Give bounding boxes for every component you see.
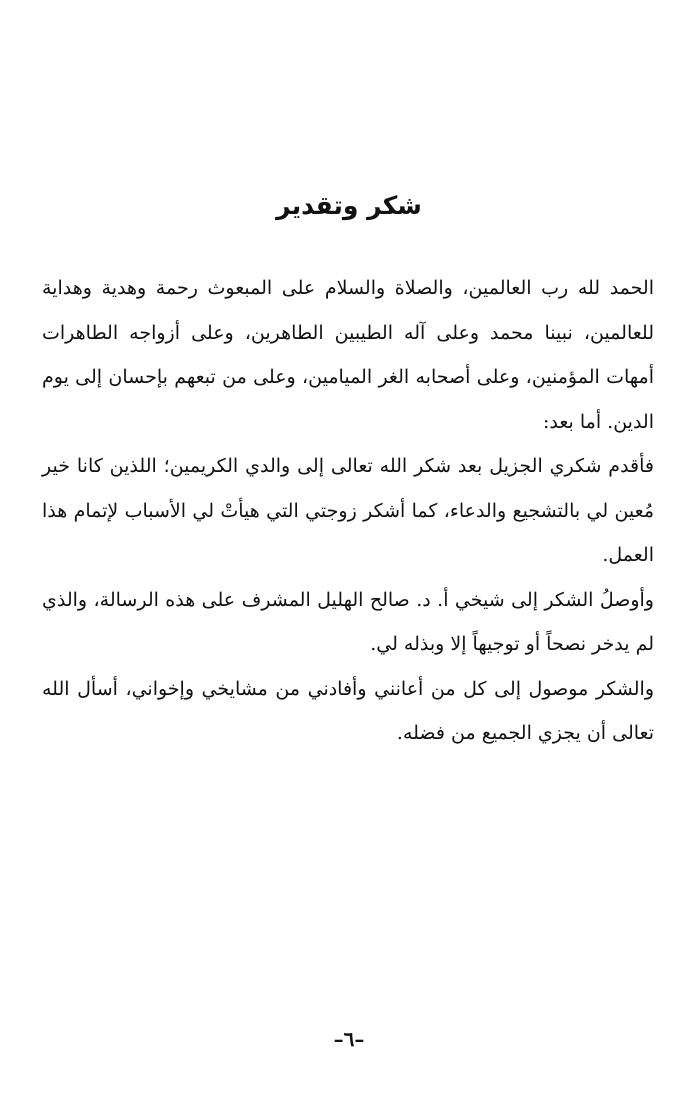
page-title: شكر وتقدير	[276, 191, 422, 220]
paragraph-thanks-all: والشكر موصول إلى كل من أعانني وأفادني من مشايخي وإخواني، أسأل الله تعالى أن يجزي الجميع من فضله.	[42, 677, 654, 744]
body-text	[42, 266, 654, 756]
page-number: –٦–	[333, 1027, 365, 1051]
paragraph-thanks-parents: فأقدم شكري الجزيل بعد شكر الله تعالى إلى والدي الكريمين؛ اللذين كانا خير مُعين لي بالتشجيع والدعاء، كما أشكر زوجتي التي هيأتْ لي الأسباب لإتمام هذا العمل.	[42, 455, 654, 566]
paragraph-thanks-supervisor: وأوصلُ الشكر إلى شيخي أ. د. صالح الهليل المشرف على هذه الرسالة، والذي لم يدخر نصحاً أو توجيهاً إلا وبذله لي.	[42, 588, 654, 655]
paragraph-opening: الحمد لله رب العالمين، والصلاة والسلام على المبعوث رحمة وهدية وهداية للعالمين، نبينا محمد وعلى آله الطيبين الطاهرين، وعلى أزواجه الطاهرات أمهات المؤمنين، وعلى أصحابه الغر الميامين، وعلى من تبعهم بإحسان إلى يوم الدين. أما بعد:	[42, 277, 654, 433]
